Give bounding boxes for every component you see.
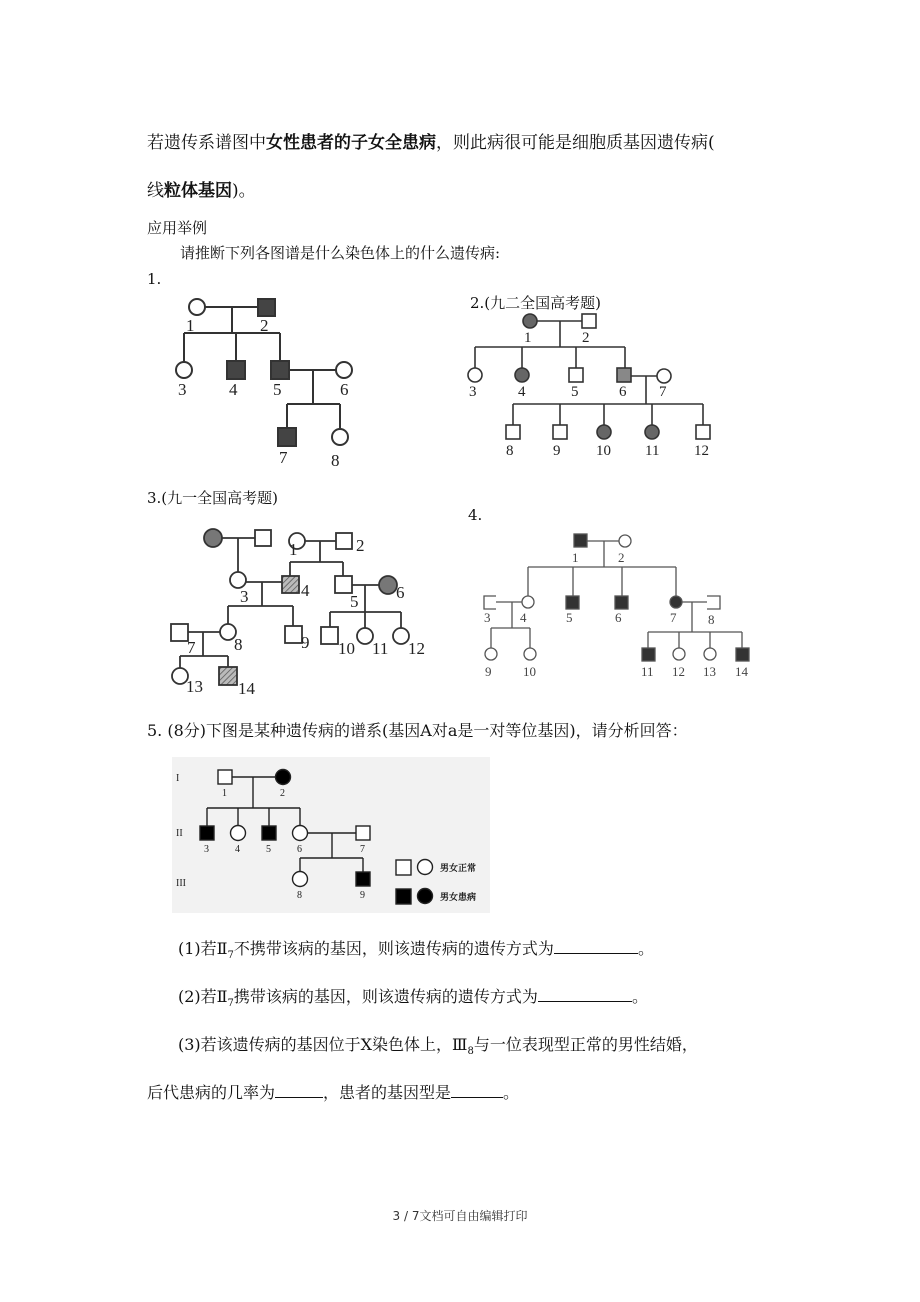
q-text: 。 xyxy=(503,1083,520,1102)
p3-num: 11 xyxy=(372,639,389,658)
legend-normal-label: 男女正常 xyxy=(440,864,477,874)
p4-num: 5 xyxy=(566,610,573,625)
p3-num: 12 xyxy=(408,639,425,658)
p3-num: 1 xyxy=(289,540,298,559)
p2-num: 1 xyxy=(524,330,532,346)
p3-num: 4 xyxy=(301,581,310,600)
gen-label-III: III xyxy=(176,878,186,889)
p1-num: 6 xyxy=(340,380,349,399)
q-text: ，患者的基因型是 xyxy=(323,1083,452,1102)
p4-num: 10 xyxy=(523,664,536,679)
p1-num: 3 xyxy=(178,380,187,399)
fig4-label: 4. xyxy=(468,506,483,524)
p4-num: 12 xyxy=(672,664,685,679)
q-text: (3)若该遗传病的基因位于X染色体上，Ⅲ xyxy=(178,1035,468,1054)
q5-ind-2 xyxy=(276,770,291,785)
q5-num: 5 xyxy=(266,844,271,855)
q-text: 后代患病的几率为 xyxy=(147,1083,276,1102)
q5-ind-6 xyxy=(293,826,308,841)
answer-blank-3[interactable] xyxy=(275,1083,323,1098)
q5-num: 2 xyxy=(280,788,285,799)
p3-num: 5 xyxy=(350,592,359,611)
p3-num: 8 xyxy=(234,635,243,654)
p1-num: 7 xyxy=(279,448,288,467)
q5-sub-1 xyxy=(178,936,654,961)
p4-num: 13 xyxy=(703,664,716,679)
q5-sub-3 xyxy=(178,1032,698,1057)
p2-num: 6 xyxy=(619,384,627,400)
q-text: (2)若Ⅱ xyxy=(178,987,228,1006)
q5-title: 5. (8分)下图是某种遗传病的谱系(基因A对a是一对等位基因)，请分析回答： xyxy=(147,721,688,740)
q5-ind-5 xyxy=(262,826,276,840)
q-text: (1)若Ⅱ xyxy=(178,939,228,958)
q5-num: 7 xyxy=(360,844,365,855)
p4-num: 8 xyxy=(708,612,715,627)
p3-num: 2 xyxy=(356,536,365,555)
q5-ind-8 xyxy=(293,872,308,887)
q-text: 与一位表现型正常的男性结婚， xyxy=(473,1035,698,1054)
answer-blank-4[interactable] xyxy=(451,1083,503,1098)
section-title: 应用举例 xyxy=(147,219,208,237)
q5-ind-9 xyxy=(356,872,370,886)
p4-num: 2 xyxy=(618,550,625,565)
p1-num: 4 xyxy=(229,380,238,399)
p2-num: 5 xyxy=(571,384,579,400)
p4-num: 1 xyxy=(572,550,579,565)
p1-num: 2 xyxy=(260,316,269,335)
q5-num: 6 xyxy=(297,844,302,855)
p1-num: 1 xyxy=(186,316,195,335)
p3-num: 9 xyxy=(301,633,310,652)
p2-num: 12 xyxy=(694,443,709,459)
legend-normal-male xyxy=(396,860,411,875)
p4-num: 4 xyxy=(520,610,527,625)
p1-num: 5 xyxy=(273,380,282,399)
q5-ind-3 xyxy=(200,826,214,840)
q5-num: 8 xyxy=(297,890,302,901)
p4-num: 3 xyxy=(484,610,491,625)
q5-num: 1 xyxy=(222,788,227,799)
answer-blank-1[interactable] xyxy=(554,939,638,954)
q5-sub-3-cont xyxy=(147,1080,519,1103)
q5-ind-1 xyxy=(218,770,232,784)
intro-text: ，则此病很可能是细胞质基因遗传病( xyxy=(436,133,715,153)
p2-num: 4 xyxy=(518,384,526,400)
legend-normal-female xyxy=(418,860,433,875)
p3-num: 3 xyxy=(240,587,249,606)
legend-affected-female xyxy=(418,889,433,904)
p4-num: 6 xyxy=(615,610,622,625)
p3-num: 14 xyxy=(238,679,255,698)
fig2-label: 2.(九二全国高考题) xyxy=(470,294,602,312)
p4-num: 7 xyxy=(670,610,677,625)
fig3-label: 3.(九一全国高考题) xyxy=(147,489,279,507)
intro-text: 若遗传系谱图中 xyxy=(147,133,266,153)
q5-num: 9 xyxy=(360,890,365,901)
legend-affected-male xyxy=(396,889,411,904)
p3-num: 6 xyxy=(396,583,405,602)
p1-num: 8 xyxy=(331,451,340,470)
q-text: 携带该病的基因，则该遗传病的遗传方式为 xyxy=(233,987,538,1006)
q-text: 不携带该病的基因，则该遗传病的遗传方式为 xyxy=(233,939,554,958)
intro-emphasis: 粒体基因 xyxy=(164,181,232,201)
q5-num: 3 xyxy=(204,844,209,855)
p2-num: 10 xyxy=(596,443,611,459)
question-prompt: 请推断下列各图谱是什么染色体上的什么遗传病: xyxy=(180,244,501,262)
answer-blank-2[interactable] xyxy=(538,987,632,1002)
q-text: 。 xyxy=(631,987,648,1006)
q5-sub-2 xyxy=(178,984,648,1009)
p2-num: 2 xyxy=(582,330,590,346)
p2-num: 11 xyxy=(645,443,660,459)
p2-num: 8 xyxy=(506,443,514,459)
q5-num: 4 xyxy=(235,844,240,855)
q-subscript: 7 xyxy=(227,950,234,962)
q-text: 。 xyxy=(637,939,654,958)
q5-ind-7 xyxy=(356,826,370,840)
intro-emphasis: 女性患者的子女全患病 xyxy=(266,133,436,153)
p3-num: 7 xyxy=(187,638,196,657)
p2-num: 3 xyxy=(469,384,477,400)
q-subscript: 8 xyxy=(467,1046,474,1058)
p3-num: 10 xyxy=(338,639,355,658)
p3-num: 13 xyxy=(186,677,203,696)
legend-affected-label: 男女患病 xyxy=(440,893,477,903)
p4-num: 11 xyxy=(641,664,654,679)
q-subscript: 7 xyxy=(227,998,234,1010)
fig1-label: 1. xyxy=(147,270,162,288)
p2-num: 9 xyxy=(553,443,561,459)
gen-label-II: II xyxy=(176,828,183,839)
intro-text: 线 xyxy=(147,181,164,201)
p4-num: 14 xyxy=(735,664,748,679)
intro-text: )。 xyxy=(232,181,256,201)
q5-ind-4 xyxy=(231,826,246,841)
p2-num: 7 xyxy=(659,384,667,400)
p4-num: 9 xyxy=(485,664,492,679)
page-footer: 3 / 7文档可自由编辑打印 xyxy=(392,1209,528,1223)
gen-label-I: I xyxy=(176,773,180,784)
